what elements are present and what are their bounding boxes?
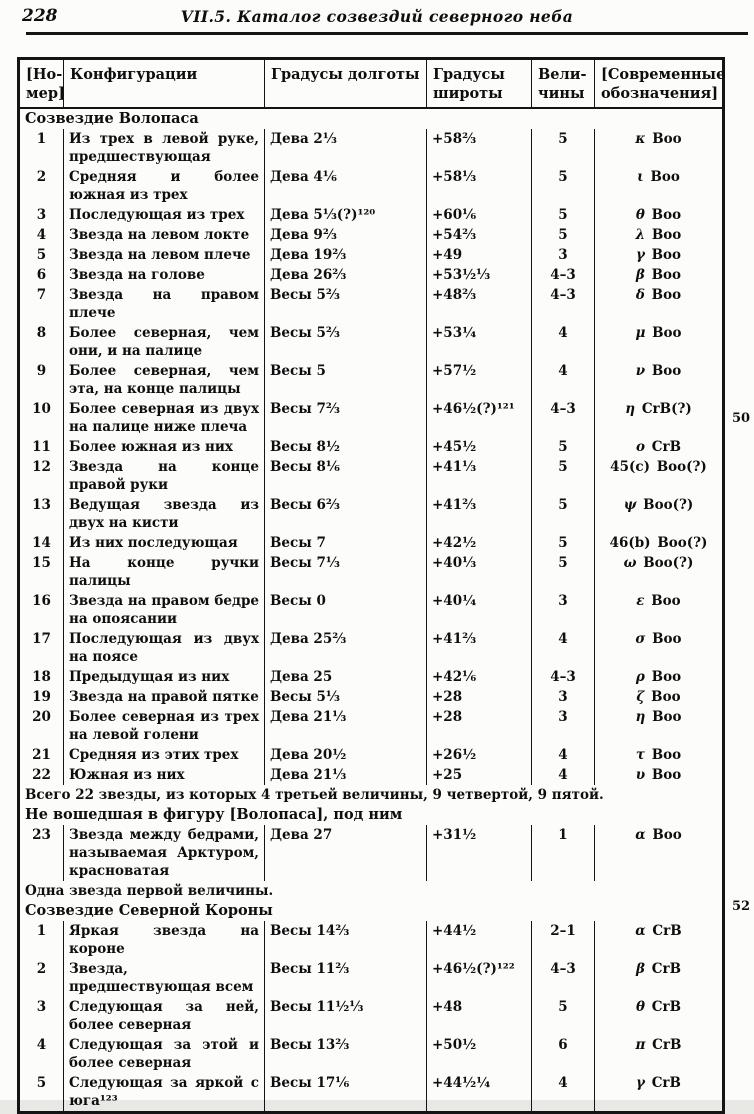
designation-constellation: Boo bbox=[652, 709, 682, 725]
header-cell-magnitude: Вели- чины bbox=[532, 59, 595, 109]
designation-constellation: Boo bbox=[651, 689, 681, 705]
designation-constellation: CrB bbox=[651, 961, 681, 977]
magnitude-cell: 3 bbox=[532, 687, 595, 707]
magnitude-cell: 4–3 bbox=[532, 399, 595, 437]
designation-letter: θ bbox=[635, 999, 645, 1015]
latitude-cell: +48 bbox=[427, 997, 532, 1035]
header-cell-number: [Но- мер] bbox=[19, 59, 64, 109]
row-number-cell: 4 bbox=[36, 227, 47, 243]
star-row bbox=[19, 1035, 724, 1073]
configuration-cell: Следующая за яркой с юга¹²³ bbox=[64, 1073, 265, 1113]
star-row bbox=[19, 205, 724, 225]
latitude-cell: +53½⅓ bbox=[427, 265, 532, 285]
row-number-cell: 21 bbox=[32, 747, 51, 763]
longitude-cell: Весы 7 bbox=[265, 533, 427, 553]
longitude-cell: Дева 9⅔ bbox=[265, 225, 427, 245]
configuration-cell: Звезда на правой пятке bbox=[64, 687, 265, 707]
latitude-cell: +50½ bbox=[427, 1035, 532, 1073]
designation-cell bbox=[595, 225, 724, 245]
designation-letter: 45(c) bbox=[610, 459, 650, 475]
star-row bbox=[19, 245, 724, 265]
designation-cell bbox=[595, 167, 724, 205]
longitude-cell: Дева 26⅔ bbox=[265, 265, 427, 285]
designation-letter: 46(b) bbox=[609, 535, 651, 551]
longitude-cell: Весы 5 bbox=[265, 361, 427, 399]
designation-letter: α bbox=[635, 827, 646, 843]
longitude-cell: Весы 13⅔ bbox=[265, 1035, 427, 1073]
longitude-cell: Весы 5⅔ bbox=[265, 285, 427, 323]
configuration-cell: Звезда на левом плече bbox=[64, 245, 265, 265]
longitude-cell: Весы 11⅔ bbox=[265, 959, 427, 997]
header-rule bbox=[26, 32, 748, 35]
star-row bbox=[19, 167, 724, 205]
latitude-cell: +40¼ bbox=[427, 591, 532, 629]
designation-constellation: Boo bbox=[651, 207, 682, 223]
magnitude-cell: 4 bbox=[532, 361, 595, 399]
longitude-cell: Дева 21⅓ bbox=[265, 765, 427, 785]
designation-letter: ζ bbox=[636, 689, 645, 705]
star-row bbox=[19, 323, 724, 361]
configuration-cell: Средняя из этих трех bbox=[64, 745, 265, 765]
row-number-cell: 2 bbox=[36, 169, 47, 185]
designation-cell bbox=[595, 629, 724, 667]
magnitude-cell: 3 bbox=[532, 591, 595, 629]
configuration-cell: Звезда, предшествующая всем bbox=[64, 959, 265, 997]
designation-constellation: Boo bbox=[652, 827, 682, 843]
star-row bbox=[19, 825, 724, 881]
magnitude-cell: 5 bbox=[532, 457, 595, 495]
latitude-cell: +53¼ bbox=[427, 323, 532, 361]
designation-constellation: CrB bbox=[651, 1075, 681, 1091]
latitude-cell: +25 bbox=[427, 765, 532, 785]
designation-cell bbox=[595, 533, 724, 553]
latitude-cell: +31½ bbox=[427, 825, 532, 881]
section-footer-row bbox=[19, 785, 724, 805]
designation-letter: β bbox=[635, 267, 645, 283]
longitude-cell: Весы 8½ bbox=[265, 437, 427, 457]
magnitude-cell: 5 bbox=[532, 225, 595, 245]
row-number-cell: 1 bbox=[36, 923, 47, 939]
row-number-cell: 17 bbox=[32, 631, 51, 647]
designation-cell bbox=[595, 245, 724, 265]
row-number-cell: 15 bbox=[32, 555, 51, 571]
designation-constellation: Boo bbox=[652, 631, 682, 647]
star-row bbox=[19, 437, 724, 457]
designation-cell bbox=[595, 457, 724, 495]
latitude-cell: +44½ bbox=[427, 921, 532, 959]
designation-cell bbox=[595, 1073, 724, 1113]
designation-letter: γ bbox=[636, 1075, 645, 1091]
star-row bbox=[19, 533, 724, 553]
latitude-cell: +28 bbox=[427, 707, 532, 745]
designation-letter: λ bbox=[635, 227, 646, 243]
designation-letter: o bbox=[635, 439, 645, 455]
star-row bbox=[19, 399, 724, 437]
row-number-cell: 13 bbox=[32, 497, 51, 513]
magnitude-cell: 4–3 bbox=[532, 959, 595, 997]
designation-letter: τ bbox=[635, 747, 645, 763]
designation-cell bbox=[595, 437, 724, 457]
designation-cell bbox=[595, 765, 724, 785]
magnitude-cell: 1 bbox=[532, 825, 595, 881]
section-title-row bbox=[19, 108, 724, 129]
configuration-cell: Следующая за ней, более северная bbox=[64, 997, 265, 1035]
designation-constellation: Boo(?) bbox=[656, 459, 707, 475]
latitude-cell: +41⅔ bbox=[427, 495, 532, 533]
longitude-cell: Дева 20½ bbox=[265, 745, 427, 765]
longitude-cell: Дева 19⅔ bbox=[265, 245, 427, 265]
designation-letter: π bbox=[635, 1037, 646, 1053]
configuration-cell: На конце ручки палицы bbox=[64, 553, 265, 591]
longitude-cell: Весы 6⅔ bbox=[265, 495, 427, 533]
designation-cell bbox=[595, 323, 724, 361]
section-footer: Одна звезда первой величины. bbox=[25, 883, 274, 899]
latitude-cell: +45½ bbox=[427, 437, 532, 457]
section-title: Созвездие Северной Короны bbox=[25, 902, 273, 919]
designation-constellation: CrB bbox=[652, 923, 682, 939]
longitude-cell: Дева 27 bbox=[265, 825, 427, 881]
designation-cell bbox=[595, 997, 724, 1035]
designation-constellation: Boo(?) bbox=[657, 535, 708, 551]
star-row bbox=[19, 1073, 724, 1113]
header-cell-designation: [Современные обозначения] bbox=[595, 59, 724, 109]
designation-constellation: Boo bbox=[651, 227, 682, 243]
latitude-cell: +28 bbox=[427, 687, 532, 707]
designation-constellation: Boo bbox=[651, 363, 682, 379]
designation-letter: η bbox=[625, 401, 636, 417]
magnitude-cell: 4–3 bbox=[532, 265, 595, 285]
magnitude-cell: 5 bbox=[532, 553, 595, 591]
designation-cell bbox=[595, 553, 724, 591]
designation-cell bbox=[595, 825, 724, 881]
running-title: VII.5. Каталог созвездий северного неба bbox=[180, 7, 574, 26]
configuration-cell: Звезда на правом бедре на опоясании bbox=[64, 591, 265, 629]
configuration-cell: Следующая за этой и более северная bbox=[64, 1035, 265, 1073]
designation-constellation: Boo bbox=[652, 325, 682, 341]
latitude-cell: +48⅔ bbox=[427, 285, 532, 323]
row-number-cell: 16 bbox=[32, 593, 51, 609]
latitude-cell: +58⅓ bbox=[427, 167, 532, 205]
designation-cell bbox=[595, 687, 724, 707]
configuration-cell: Более северная из трех на левой голени bbox=[64, 707, 265, 745]
row-number-cell: 11 bbox=[32, 439, 51, 455]
star-row bbox=[19, 667, 724, 687]
star-row bbox=[19, 959, 724, 997]
designation-cell bbox=[595, 285, 724, 323]
designation-letter: θ bbox=[635, 207, 645, 223]
designation-constellation: Boo bbox=[651, 669, 682, 685]
designation-letter: β bbox=[636, 961, 645, 977]
designation-cell bbox=[595, 745, 724, 765]
designation-constellation: Boo bbox=[651, 747, 682, 763]
star-row bbox=[19, 591, 724, 629]
latitude-cell: +41⅓ bbox=[427, 457, 532, 495]
section-footer-row bbox=[19, 881, 724, 901]
designation-letter: μ bbox=[635, 325, 646, 341]
designation-constellation: CrB bbox=[651, 999, 682, 1015]
longitude-cell: Дева 2⅓ bbox=[265, 129, 427, 167]
configuration-cell: Более северная, чем они, и на палице bbox=[64, 323, 265, 361]
designation-cell bbox=[595, 959, 724, 997]
designation-constellation: CrB bbox=[651, 439, 682, 455]
latitude-cell: +58⅔ bbox=[427, 129, 532, 167]
latitude-cell: +44½¼ bbox=[427, 1073, 532, 1113]
star-row bbox=[19, 265, 724, 285]
row-number-cell: 8 bbox=[36, 325, 47, 341]
header-cell-longitude: Градусы долготы bbox=[265, 59, 427, 109]
designation-letter: γ bbox=[635, 247, 645, 263]
longitude-cell: Дева 5⅓(?)¹²⁰ bbox=[265, 205, 427, 225]
magnitude-cell: 3 bbox=[532, 245, 595, 265]
designation-cell bbox=[595, 361, 724, 399]
designation-letter: ν bbox=[635, 363, 646, 379]
latitude-cell: +26½ bbox=[427, 745, 532, 765]
designation-constellation: Boo bbox=[651, 247, 682, 263]
star-row bbox=[19, 225, 724, 245]
longitude-cell: Весы 8⅙ bbox=[265, 457, 427, 495]
designation-letter: ψ bbox=[623, 497, 637, 513]
designation-constellation: Boo bbox=[652, 131, 682, 147]
magnitude-cell: 2–1 bbox=[532, 921, 595, 959]
configuration-cell: Звезда между бедрами, называемая Арктуром, красноватая bbox=[64, 825, 265, 881]
magnitude-cell: 5 bbox=[532, 167, 595, 205]
star-row bbox=[19, 687, 724, 707]
longitude-cell: Весы 7⅔ bbox=[265, 399, 427, 437]
designation-letter: η bbox=[635, 709, 646, 725]
configuration-cell: Южная из них bbox=[64, 765, 265, 785]
longitude-cell: Весы 5⅔ bbox=[265, 323, 427, 361]
latitude-cell: +40⅓ bbox=[427, 553, 532, 591]
designation-cell bbox=[595, 205, 724, 225]
configuration-cell: Последующая из двух на поясе bbox=[64, 629, 265, 667]
row-number-cell: 12 bbox=[32, 459, 51, 475]
designation-cell bbox=[595, 667, 724, 687]
designation-cell bbox=[595, 265, 724, 285]
longitude-cell: Весы 5⅓ bbox=[265, 687, 427, 707]
configuration-cell: Из них последующая bbox=[64, 533, 265, 553]
designation-constellation: Boo(?) bbox=[643, 497, 694, 513]
star-catalog-table bbox=[17, 57, 725, 1114]
star-row bbox=[19, 629, 724, 667]
configuration-cell: Звезда на левом локте bbox=[64, 225, 265, 245]
magnitude-cell: 4 bbox=[532, 745, 595, 765]
latitude-cell: +54⅔ bbox=[427, 225, 532, 245]
row-number-cell: 20 bbox=[32, 709, 51, 725]
designation-constellation: Boo bbox=[651, 287, 682, 303]
margin-line-number: 52 bbox=[732, 899, 751, 914]
designation-constellation: Boo bbox=[651, 593, 681, 609]
latitude-cell: +60⅙ bbox=[427, 205, 532, 225]
magnitude-cell: 5 bbox=[532, 997, 595, 1035]
row-number-cell: 4 bbox=[36, 1037, 47, 1053]
configuration-cell: Звезда на правом плече bbox=[64, 285, 265, 323]
designation-constellation: Boo(?) bbox=[643, 555, 694, 571]
designation-constellation: CrB bbox=[652, 1037, 682, 1053]
magnitude-cell: 4–3 bbox=[532, 285, 595, 323]
star-row bbox=[19, 745, 724, 765]
designation-letter: κ bbox=[635, 131, 646, 147]
longitude-cell: Весы 7⅓ bbox=[265, 553, 427, 591]
section-title: Созвездие Волопаса bbox=[25, 110, 199, 127]
latitude-cell: +41⅔ bbox=[427, 629, 532, 667]
row-number-cell: 2 bbox=[36, 961, 47, 977]
header-cell-latitude: Градусы широты bbox=[427, 59, 532, 109]
star-row bbox=[19, 997, 724, 1035]
longitude-cell: Весы 11½⅓ bbox=[265, 997, 427, 1035]
catalog-table-header bbox=[19, 59, 724, 109]
designation-constellation: Boo bbox=[651, 267, 682, 283]
star-row bbox=[19, 553, 724, 591]
magnitude-cell: 5 bbox=[532, 129, 595, 167]
row-number-cell: 3 bbox=[36, 207, 47, 223]
star-row bbox=[19, 129, 724, 167]
section-title-row bbox=[19, 805, 724, 825]
designation-letter: υ bbox=[635, 767, 646, 783]
section-title-row bbox=[19, 901, 724, 921]
margin-line-number: 50 bbox=[732, 411, 751, 426]
configuration-cell: Более северная, чем эта, на конце палицы bbox=[64, 361, 265, 399]
latitude-cell: +57½ bbox=[427, 361, 532, 399]
row-number-cell: 1 bbox=[36, 131, 47, 147]
magnitude-cell: 5 bbox=[532, 205, 595, 225]
star-row bbox=[19, 361, 724, 399]
designation-letter: δ bbox=[635, 287, 645, 303]
designation-constellation: CrB(?) bbox=[641, 401, 692, 417]
designation-cell bbox=[595, 591, 724, 629]
designation-cell bbox=[595, 921, 724, 959]
designation-cell bbox=[595, 1035, 724, 1073]
designation-letter: ι bbox=[637, 169, 644, 185]
section-footer: Всего 22 звезды, из которых 4 третьей величины, 9 четвертой, 9 пятой. bbox=[25, 787, 604, 803]
latitude-cell: +46½(?)¹²² bbox=[427, 959, 532, 997]
configuration-cell: Последующая из трех bbox=[64, 205, 265, 225]
configuration-cell: Ведущая звезда из двух на кисти bbox=[64, 495, 265, 533]
configuration-cell: Средняя и более южная из трех bbox=[64, 167, 265, 205]
configuration-cell: Из трех в левой руке, предшествующая bbox=[64, 129, 265, 167]
longitude-cell: Дева 4⅙ bbox=[265, 167, 427, 205]
longitude-cell: Весы 14⅔ bbox=[265, 921, 427, 959]
longitude-cell: Дева 25⅔ bbox=[265, 629, 427, 667]
configuration-cell: Более северная из двух на палице ниже плеча bbox=[64, 399, 265, 437]
star-row bbox=[19, 707, 724, 745]
longitude-cell: Весы 0 bbox=[265, 591, 427, 629]
header-cell-configuration: Конфигурации bbox=[64, 59, 265, 109]
designation-letter: ω bbox=[623, 555, 637, 571]
designation-letter: α bbox=[635, 923, 646, 939]
magnitude-cell: 6 bbox=[532, 1035, 595, 1073]
star-row bbox=[19, 285, 724, 323]
latitude-cell: +42½ bbox=[427, 533, 532, 553]
configuration-cell: Звезда на голове bbox=[64, 265, 265, 285]
designation-constellation: Boo bbox=[650, 169, 680, 185]
magnitude-cell: 5 bbox=[532, 437, 595, 457]
star-row bbox=[19, 457, 724, 495]
magnitude-cell: 3 bbox=[532, 707, 595, 745]
row-number-cell: 14 bbox=[32, 535, 51, 551]
configuration-cell: Более южная из них bbox=[64, 437, 265, 457]
row-number-cell: 7 bbox=[36, 287, 47, 303]
latitude-cell: +42⅙ bbox=[427, 667, 532, 687]
star-row bbox=[19, 765, 724, 785]
header-row bbox=[19, 59, 724, 109]
row-number-cell: 5 bbox=[36, 247, 47, 263]
designation-cell bbox=[595, 707, 724, 745]
star-row bbox=[19, 921, 724, 959]
magnitude-cell: 4 bbox=[532, 629, 595, 667]
row-number-cell: 10 bbox=[32, 401, 51, 417]
magnitude-cell: 4 bbox=[532, 1073, 595, 1113]
magnitude-cell: 4–3 bbox=[532, 667, 595, 687]
latitude-cell: +49 bbox=[427, 245, 532, 265]
designation-cell bbox=[595, 495, 724, 533]
row-number-cell: 18 bbox=[32, 669, 51, 685]
row-number-cell: 9 bbox=[36, 363, 47, 379]
latitude-cell: +46½(?)¹²¹ bbox=[427, 399, 532, 437]
row-number-cell: 3 bbox=[36, 999, 47, 1015]
magnitude-cell: 5 bbox=[532, 495, 595, 533]
longitude-cell: Дева 25 bbox=[265, 667, 427, 687]
longitude-cell: Дева 21⅓ bbox=[265, 707, 427, 745]
designation-cell bbox=[595, 399, 724, 437]
configuration-cell: Яркая звезда на короне bbox=[64, 921, 265, 959]
configuration-cell: Звезда на конце правой руки bbox=[64, 457, 265, 495]
designation-letter: ε bbox=[636, 593, 645, 609]
row-number-cell: 23 bbox=[32, 827, 51, 843]
magnitude-cell: 5 bbox=[532, 533, 595, 553]
row-number-cell: 19 bbox=[32, 689, 51, 705]
longitude-cell: Весы 17⅙ bbox=[265, 1073, 427, 1113]
row-number-cell: 6 bbox=[36, 267, 47, 283]
designation-letter: ρ bbox=[635, 669, 645, 685]
designation-constellation: Boo bbox=[651, 767, 682, 783]
configuration-cell: Предыдущая из них bbox=[64, 667, 265, 687]
row-number-cell: 5 bbox=[36, 1075, 47, 1091]
page-number: 228 bbox=[22, 6, 58, 26]
row-number-cell: 22 bbox=[32, 767, 51, 783]
designation-cell bbox=[595, 129, 724, 167]
magnitude-cell: 4 bbox=[532, 765, 595, 785]
magnitude-cell: 4 bbox=[532, 323, 595, 361]
catalog-table-body bbox=[19, 108, 724, 1113]
star-row bbox=[19, 495, 724, 533]
designation-letter: σ bbox=[635, 631, 646, 647]
section-title: Не вошедшая в фигуру [Волопаса], под ним bbox=[25, 806, 403, 823]
